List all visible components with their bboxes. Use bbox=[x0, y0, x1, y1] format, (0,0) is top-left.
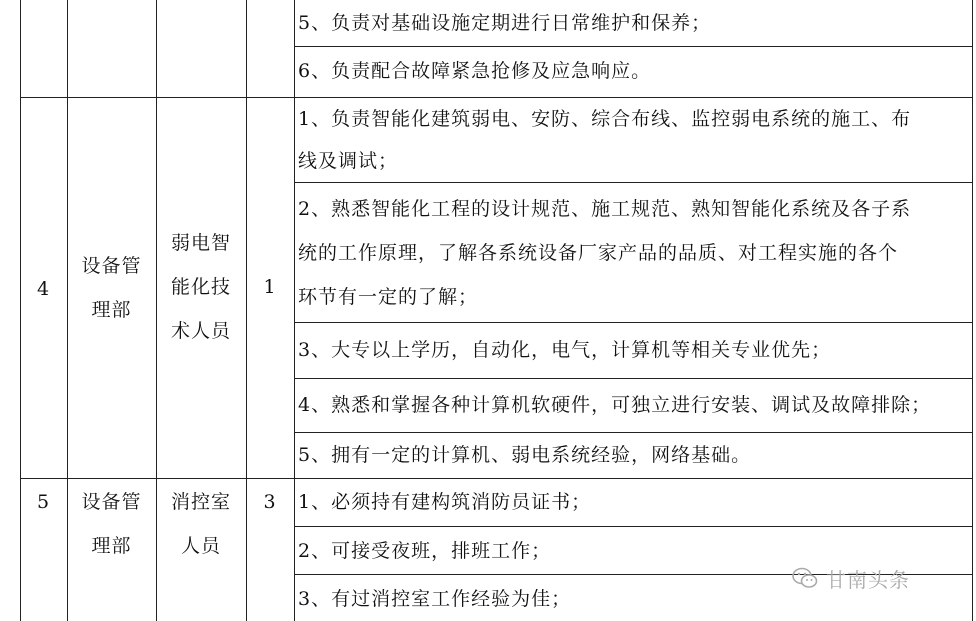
department-line: 理部 bbox=[91, 299, 132, 321]
duty-divider bbox=[294, 322, 973, 323]
wechat-logo-icon bbox=[790, 563, 820, 593]
duty-text: 2、熟悉智能化工程的设计规范、施工规范、熟知智能化系统及各子系 bbox=[298, 198, 912, 220]
duty-divider bbox=[294, 432, 973, 433]
duty-text: 统的工作原理，了解各系统设备厂家产品的品质、对工程实施的各个 bbox=[298, 242, 899, 264]
duty-divider bbox=[294, 182, 973, 183]
duty-text: 1、负责智能化建筑弱电、安防、综合布线、监控弱电系统的施工、布 bbox=[298, 108, 912, 130]
duty-divider bbox=[294, 526, 973, 527]
department-line: 设备管 bbox=[81, 491, 142, 513]
row-number: 4 bbox=[36, 278, 51, 300]
position-line: 人员 bbox=[180, 535, 221, 557]
duty-text: 1、必须持有建构筑消防员证书； bbox=[298, 491, 592, 513]
headcount: 1 bbox=[263, 276, 277, 298]
duty-text: 5、拥有一定的计算机、弱电系统经验，网络基础。 bbox=[298, 444, 752, 466]
duty-text: 4、熟悉和掌握各种计算机软硬件，可独立进行安装、调试及故障排除； bbox=[298, 394, 932, 416]
position-line: 能化技 bbox=[170, 276, 231, 298]
department-line: 设备管 bbox=[81, 255, 142, 277]
table-border-left bbox=[20, 0, 21, 621]
duty-text: 6、负责配合故障紧急抢修及应急响应。 bbox=[298, 60, 652, 82]
duty-divider bbox=[294, 46, 973, 47]
duty-text: 3、大专以上学历，自动化，电气，计算机等相关专业优先； bbox=[298, 339, 832, 361]
position-line: 术人员 bbox=[170, 320, 231, 342]
duty-text: 环节有一定的了解； bbox=[298, 286, 479, 308]
department-line: 理部 bbox=[91, 535, 132, 557]
duty-text: 2、可接受夜班，排班工作； bbox=[298, 540, 552, 562]
watermark-text: 甘南头条 bbox=[826, 567, 910, 592]
duty-text: 线及调试； bbox=[298, 150, 399, 172]
row-divider-5 bbox=[20, 478, 973, 479]
table-border-right bbox=[972, 0, 973, 621]
duty-text: 3、有过消控室工作经验为佳； bbox=[298, 588, 572, 610]
duty-text: 5、负责对基础设施定期进行日常维护和保养； bbox=[298, 12, 712, 34]
table-divider-count bbox=[294, 0, 295, 621]
duty-divider bbox=[294, 378, 973, 379]
watermark bbox=[790, 560, 950, 596]
position-line: 消控室 bbox=[170, 491, 231, 513]
row-number: 5 bbox=[36, 491, 51, 513]
position-line: 弱电智 bbox=[170, 232, 231, 254]
headcount: 3 bbox=[263, 491, 277, 513]
table-divider-position bbox=[246, 0, 247, 621]
